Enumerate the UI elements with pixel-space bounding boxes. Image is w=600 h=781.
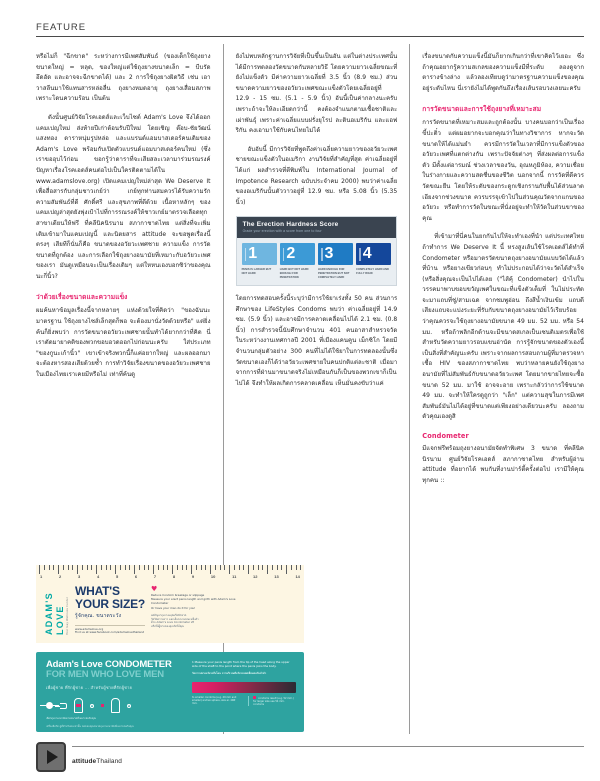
heart-icon: ♥ xyxy=(151,585,158,593)
header-rule xyxy=(36,36,584,37)
legend-right-text: condoms result (e.g. 52 mm.) for larger size use 54 mm. condoms xyxy=(253,696,294,707)
paragraph: โดยการทดสอบครั้งนี้ระบุว่ามีการใช้ยาเร่งทั้ง 50 คน ส่วนการศึกษาของ LifeStyles Condoms พบว่า ค่าเฉลี่ยอยู่ที่ 14.9 ซม. (5.9 นิ้ว) และอาจมีการคลาดเคลื่อนไปได้ 2.1 ซม. (0.8 นิ้ว) การสำรวจนี้นับศึกษาจำนวน 401 คนอาสาสำหรวจวัด ในระหว่างงานเทศกาลปี 2001 ที่เมืองแคนคูน เม็กซิโก โดยมีจำนวนกลุ่มตัวอย่าง 300 คนที่ไม่ได้ใช้ยาในการทดลองนั้นซึ่ง วัดขนาดเองก็ได้ว่าอวัยวะเพศชายในคนปกติแต่ละชาติ เมื่อมาจากการที่ฝ่านมาขนาดจริงไม่เหมือนกันก็เป็นของพวกเขาก็เป็นไปได้ จึงทำให้ผลเกิดการคลาดเคลื่อน เห็นมั่นคงขับว่าแค่ xyxy=(235,295,398,387)
ehs-box-4 xyxy=(356,243,391,265)
ehs-description: PENIS IS LARGER BUT NOT HARD xyxy=(241,268,272,275)
ruler-ticks xyxy=(36,565,304,574)
ehs-accent-bar xyxy=(245,248,247,261)
ad-website-url[interactable]: www.adamslove.org xyxy=(75,626,104,631)
ehs-number: 2 xyxy=(286,245,296,263)
ruler-number: 4 xyxy=(96,574,100,579)
ad-bullet-thai: วัดวัดความยาว และเส้นรอบวงขณะแข็งตัว xyxy=(151,617,199,621)
condometer-icon-row xyxy=(46,697,182,715)
ehs-grid xyxy=(237,238,397,285)
ehs-accent-bar xyxy=(359,248,361,261)
paragraph: เรื่องขนาดกับความแข็งนี้มันก็ยากเกินกว่าที่เขาคิดไว้เยอะ ซึ่งถ้าคุณอยากรู้ความสเกลของความแข็งมีที่ระดับ ลองดูจากตารางข้างล่าง แล้วลองเทียบดูว่ามาตรฐานความแข็งของคุณอยู่ระดับไหน นี่เรายังไม่ได้พูดกันถึงเรื่องเส้นรอบวงเลยนะครับ xyxy=(422,53,584,92)
paragraph: ผมค้นหาข้อมูลเรื่องนี้จากหลายๆ แห่งด้วยใจที่คิดว่า "ของฉันนะมาตรฐาน ใช้ถุงยางไซส์เล็กสุดก็พอ จะต้องมานั่งวัดด้วยหรือ" แต่ยิ่งค้นก็ยิ่งพบว่า การวัดขนาดอวัยวะเพศชายนั้นทำได้ยากกว่าที่คิด นี่เราตัดมายาคติของพวกขอบอวดออกไปก่อนนะครับ ใส่ประเภท "ของกูนะเก้านิ้ว" เขาเข้าจริงพวกนี้ก็แค่อยากใหญ่ และผลออกมาจะต้องหารสองเสียด้วยซ้ำ การทำวิจัยเรื่องขนาดของอวัยวะเพศชายในเมืองไทยเราเคยมีหรือไม่ เท่าที่ค้นดู xyxy=(36,307,211,379)
ruler-number: 1 xyxy=(40,574,43,579)
ruler-number: 5 xyxy=(115,574,119,579)
condometer-ad xyxy=(36,652,304,732)
ehs-number: 4 xyxy=(362,245,372,263)
ad-url-block xyxy=(75,625,145,635)
ruler-number: 9 xyxy=(191,574,195,579)
adams-love-ruler-ad xyxy=(36,565,304,643)
ehs-subtitle: Grade your erection with a score from one to four xyxy=(242,229,322,234)
ehs-cell xyxy=(242,243,277,279)
legend-left: to smaller condoms (e.g. 49 mm and smaller) andrex sphere, size ar. 49Ø mm. xyxy=(192,695,237,706)
ruler-strip xyxy=(36,565,304,581)
ad-bullet: Reduce Condom breakage or slippage xyxy=(151,593,205,597)
ehs-box-2 xyxy=(280,243,315,265)
condometer-thai-subtitle: เพื่อผู้ชาย ที่รักผู้ชาย ... สำหรับผู้ชายที่รักผู้ชาย xyxy=(46,684,133,690)
ehs-description: HARD BUT NOT HARD ENOUGH FOR PENETRATION xyxy=(279,268,309,279)
page-footer xyxy=(36,742,584,772)
subheading-measure-condom: การวัดขนาดและการใช้ถุงยางที่เหมาะสม xyxy=(422,105,542,114)
ruler-number: 13 xyxy=(274,574,279,579)
ehs-description: COMPLETELY HARD AND FULLY RIGID xyxy=(356,268,389,275)
ehs-cell xyxy=(280,243,315,279)
brand-name-light: Thailand xyxy=(96,758,123,765)
ehs-box-1 xyxy=(242,243,277,265)
paragraph: ยังไม่พบหลักฐานการวิจัยที่เป็นขึ้นเป็นอัน แต่ในต่างประเทศนั้น ได้มีการทดลองวัดขนาดกันหลายวิธี โดยความยาวเฉลี่ยขณะที่ยังไม่แข็งตัว มีค่าความยาวเฉลี่ยที่ 3.5 นิ้ว (8.9 ซม.) ส่วนขนาดความยาวของอวัยวะเพศขณะแข็งตัวโดยเฉลี่ยอยู่ที่ 12.9 - 15 ซม. (5.1 - 5.9 นิ้ว) อันนี้เป็นค่ากลางนะครับ เพราะถ้าจะให้ละเอียดกว่านี้ คงต้องจำแนกตามเชื้อชาติและเผ่าพันธุ์ เพราะค่าเฉลี่ยแบบฝรั่งยุโรป ละตินอเมริกัน และแอฟริกัน คงเอามาใช้กับคนไทยไม่ได้ xyxy=(235,53,398,135)
ad-bullet: Or have your man do it for you! xyxy=(151,605,196,610)
ad-bullet-thai: ลดปัญหาถุงยางหลุดหรือฉีกขาด xyxy=(151,613,187,617)
condometer-footer-note: เครื่องมือวัด ดูที่สำหรับคนเท่านั้น ขอขอบคุณขนาดถุงยางอนามัยที่เหมาะสมกับคุณ xyxy=(46,724,134,728)
condometer-icon-caption: เลือกถุงยางอนามัยตามขนาดที่เหมาะสมกับคุณ xyxy=(46,716,96,720)
ruler-number: 11 xyxy=(232,574,237,579)
paragraph: หรือไม่ก็ "ฉีกขาด" ระหว่างการมีเพศสัมพันธ์ (ของเด็กใช้ถุงยางขนาดใหญ่ = หลุด, ของใหญ่แต่ใช้ถุงยางขนาดเล็ก = บีบรัด อึดอัด และอาจจะฉีกขาดได้) และ 2 การใช้ถุงยางผิดวิธี เช่น เอาวาสลีนมาใช้แทนสารหล่อลื่น ถุงยางหมดอายุ ถุงยางเสื่อมสภาพเพราะโดนความร้อน เป็นต้น xyxy=(36,53,211,103)
ruler-numbers xyxy=(36,574,304,579)
subheading-condometer: Condometer xyxy=(422,432,469,440)
ad-bullets-thai xyxy=(151,614,237,629)
measure-circle-icon xyxy=(46,702,53,709)
whats-your-size-block xyxy=(75,583,145,635)
ad-bullet-thai: ด้วย Adam's Love Condometer ฟรี xyxy=(151,621,194,625)
condometer-legend xyxy=(192,696,296,707)
marker-dot-icon xyxy=(101,704,104,707)
paragraph: ที่เข้ามาที่นี่คนในยกกันไปให้จะทำเองที่นำ แต่ประเทศไทย ถ้าทำการ We Deserve It นี้ หรงสูงเส้นใช้โรคเอดส์ได้ทำที่ Condometer หรือมาตรวัดขนาดถุงยางอนามัยแบบวัดได้แล้วที่บ้าน หรือยางเขียวก่อนๆ ทำไม่ประกอบได้ว่าจะวัดได้สำเร็จ (หรือสิ่งคุณจะเป็นไปได้เลย ("ไส้คุ้ Condometer) นำไปในวรรคมาพาบขอบขวัญเพศในขณะที่แข็งตัวเต็มที่ ในไม่ประทัดจะมาแถบที่ชู่/สามเฉด จากชมพูอ่อน ถึงสีน้ำเงินเข้ม แถบดีเสียงแถบจะแบ่งระยะที่รับกับขนาดถุงยางอนามัยไว้เรียบร้อย ว่าคุณควรจะใช้ถุงยางอนามัยขนาด 49 มม. 52 มม. หรือ 54 มม. หรือถ้าพลิกอีกด้านจะมีขนาดสเกลเป็นเซนติเมตรเพื่อใช้สำหรับวัดความยาวรอบแขนอ่านัด การรู้จักขนาดของตัวเองนี้ เป็นสิ่งที่สำคัญนะครับ เพราะจากผลการสอบถามผู้ที่มาตรวจหาเชื้อ HIV ของสภากาชาดไทย พบว่าหลายคนยังใช้ถุงยางอนามัยที่ไม่สัมพันธ์กับขนาดอวัยวะเพศ โดยมากขายไทยจะซื้อขนาด 52 มม. มาใช้ อาจจะอาย เพราะกลัวว่าการใช้ขนาด 49 มม. จะทำให้ใครดูถูกว่า "เล็ก" แต่ความสุขในการมีเพศสัมพันธ์มันไม่ได้อยู่ที่ขนาดแต่เพียงอย่างเดียวนะครับ ลองถามตัวคุณเองดูสิ xyxy=(422,233,584,421)
ruler-number: 2 xyxy=(58,574,62,579)
ad-title-line1: WHAT'S xyxy=(75,584,120,598)
condometer-gradient-scale xyxy=(192,682,296,693)
step-badge-2-icon: 2 xyxy=(128,704,130,707)
ad-bullet-block xyxy=(151,583,237,635)
ruler-number: 8 xyxy=(172,574,176,579)
condometer-ad-left xyxy=(36,652,188,732)
paragraph: อับอับนี้ มีการวิจัยที่พูดถึงค่าเฉลี่ยความยาวของอวัยวะเพศชายขณะแข็งตัวในอเมริกา งานวิจัยที่สำคัญที่สุด ค่าเฉลี่ยอยู่ที่ได้แก่ ผลสำรวจที่ตีพิมพ์ใน International Journal of Impotence Research ฉบับประจำคม 2000) พบว่าค่าเฉลี่ยของอเมริกันนั้นตัววาวอยู่ที่ 12.9 ซม. หรือ 5.08 นิ้ว (5.35 นิ้ว) xyxy=(235,145,398,206)
column-right xyxy=(409,44,584,734)
play-triangle-icon xyxy=(47,750,58,764)
ad-thai-subtitle: รู้จักคุณ. ขนาดระวัง xyxy=(75,613,122,619)
ehs-number: 1 xyxy=(248,245,258,263)
adams-love-logo xyxy=(44,583,69,635)
ehs-cell xyxy=(356,243,391,279)
ruler-number: 3 xyxy=(77,574,81,579)
step-badge-1-icon: 1 xyxy=(91,704,93,707)
paragraph: การวัดขนาดที่เหมาะสมและถูกต้องนั้น บางคนบอกว่าเป็นเรื่องขี้ปะติ๋ว แต่ผมอยากจะบอกคุณว่าในทางวิชาการ หากจะวัดขนาดให้ได้แม่นยำ ควรมีการวัดในเวลาที่มีการแข็งตัวของอวัยวะเพศที่แตกต่างกัน เพราะปัจจัยต่างๆ ที่ส่งผลต่อการแข็งตัว มีตั้งแต่อารมณ์ ช่วงเวลาของวัน, อุณหภูมิห้อง, ความเชื่อยในร่างกายและความสดชื่นของชีวิต นอกจากนี้ การวัดที่ดีควรวัดขณะยืน โดยให้ระดับของกระดูกเชิงกรานกับพื้นได้ส่วนลาดเอียงจากช่วงขนาด ควรบรรจุเข้าไปในส่วนคุณวัดจากแกนของอวัยวะ หรือทำการวัดในขณะที่นั่งอยู่จะทำให้วัดในส่วนขาของคุณ xyxy=(422,119,584,222)
ehs-title-bar xyxy=(237,217,397,238)
ehs-title: The Erection Hardness Score xyxy=(242,221,339,229)
play-icon[interactable] xyxy=(36,742,66,772)
ad-bullets xyxy=(151,593,237,610)
legend-right xyxy=(248,696,296,707)
condometer-title: Adam's Love CONDOMETER xyxy=(46,659,172,670)
condometer-note-text: วัดจากปลายอวัยวะถึงโคน จากบริเวณที่อวัยวะเพศเชื่อมต่อกับลำตัว xyxy=(192,672,267,675)
condometer-ad-right xyxy=(188,652,304,732)
section-kicker: FEATURE xyxy=(36,22,86,33)
ruler-number: 12 xyxy=(253,574,258,579)
page-header xyxy=(36,22,584,37)
penis-measure-icon xyxy=(74,698,83,713)
ruler-number: 6 xyxy=(134,574,138,579)
ad-title-line2: YOUR SIZE? xyxy=(75,596,146,611)
logo-adams-text: ADAM'S xyxy=(44,592,54,635)
logo-love-text: LOVE xyxy=(55,605,65,635)
paragraph: ดังนั้นศูนย์วิจัยโรคเอดส์และเว็บไซต์ Adam's Love จึงได้ออกแคมเปญใหม่ ส่งท้ายปีเก่าต้อนรับปีใหม่ โดยเชิญ ต๊อบ-ชัยวัฒน์ แสงทอง ดาราหนุ่มรูปหล่อ และแบรนด์แอมบาสเดอร์คนเดิมของ Adam's Love พร้อมกับเปิดตัวแบรนด์แอมบาสเดอร์คนใหม่ (ซึ่งเราขออุบไว้ก่อน ขอกรู้ว่าดาราที่จะเสียสละเวลามาร่วมรณรงค์ปัญหาเรื่องโรคเอดส์คนต่อไปเป็นใครติดตามได้ใน www.adamslove.org) เปิดแคมเปญใหม่ล่าสุด We Deserve It เพื่อสื่อสารกับกลุ่มชาวเกย์ว่า เกย์ทุกท่านสมควรได้รับความรัก ความสัมพันธ์ที่ดี ศักดิ์ศรี และสุขภาพที่ดีด้วย เนื้อหาหลักๆ ของแคมเปญล่าสุดยังพุ่งเป้าไปที่การรณรงค์ให้ชาวเกย์มาตรวจเลือดทุกสาขาเดียนให้ฟรี ที่คลีนิคนิรนาม สภากาชาดไทย แต่สิ่งที่จะเพิ่มเติมเข้ามาในแคมเปญนี้ และนิตยสาร attitude จะขอพูดเรื่องนี้ตรงๆ เสียทีก็นั่นก็คือ ขนาดของอวัยวะเพศชาย ความแข็ง การวัดขนาดที่ถูกต้อง และการเลือกใช้ถุงยางอนามัยที่เหมาะกับอวัยวะเพศของเรา มันดูเหมือนจะเป็นเรื่องเดิมๆ แต่ใหหนเองบอกซิว่าของคุณนะกี่นิ้ว? xyxy=(36,113,211,280)
ruler-number: 14 xyxy=(295,574,300,579)
subheading-size-hardness: ว่าด้วยเรื่องขนาดและความแข็ง xyxy=(36,293,128,302)
ehs-accent-bar xyxy=(321,248,323,261)
ehs-cell xyxy=(318,243,353,279)
ruler-number: 10 xyxy=(210,574,216,579)
erection-hardness-score-figure xyxy=(236,216,398,286)
legend-dot-icon xyxy=(253,696,256,699)
girth-measure-icon xyxy=(111,698,120,713)
ruler-number: 7 xyxy=(153,574,157,579)
ad-bullet-thai: หรือให้ผู้ชายของคุณวัดให้คุณ xyxy=(151,625,184,629)
ehs-box-3 xyxy=(318,243,353,265)
footer-rule xyxy=(72,746,584,747)
ehs-number: 3 xyxy=(324,245,334,263)
condom-tip-icon xyxy=(60,703,67,709)
ad-facebook-url[interactable]: Find us at www.facebook.com/adamslovethailand xyxy=(75,630,145,635)
paragraph: มีแจกฟรีพร้อมถุงยางอนามัยจัดทำพิเศษ 3 ขนาด ที่คลีนิคนิรนาม ศูนย์วิจัยโรคเอดส์ สภากาชาดไทย สำหรับผู้อ่าน attitude ที่อยากได้ พบกันที่งานปาร์ตี้ครั้งต่อไป เรามีให้คุณทุกคน :: xyxy=(422,445,584,484)
footer-brand xyxy=(72,758,122,765)
condometer-subtitle: FOR MEN WHO LOVE MEN xyxy=(46,669,164,680)
condometer-step-text: 1 Measure your penis length from the tip of the head along the upper side of the shaft to the point where the penis joins the body. xyxy=(192,660,290,668)
footer-rest xyxy=(72,742,584,772)
ehs-description: HARD ENOUGH FOR PENETRATION BUT NOT COMPLETELY HARD xyxy=(317,268,350,279)
ehs-accent-bar xyxy=(283,248,285,261)
brand-name-bold: attitude xyxy=(72,758,97,765)
ad-bullet: Measure your erect penis length and girth with Adam's Love Condometer xyxy=(151,597,236,606)
ruler-ad-body xyxy=(36,581,304,635)
logo-tagline: Your Gay Wellness Center xyxy=(66,596,69,635)
